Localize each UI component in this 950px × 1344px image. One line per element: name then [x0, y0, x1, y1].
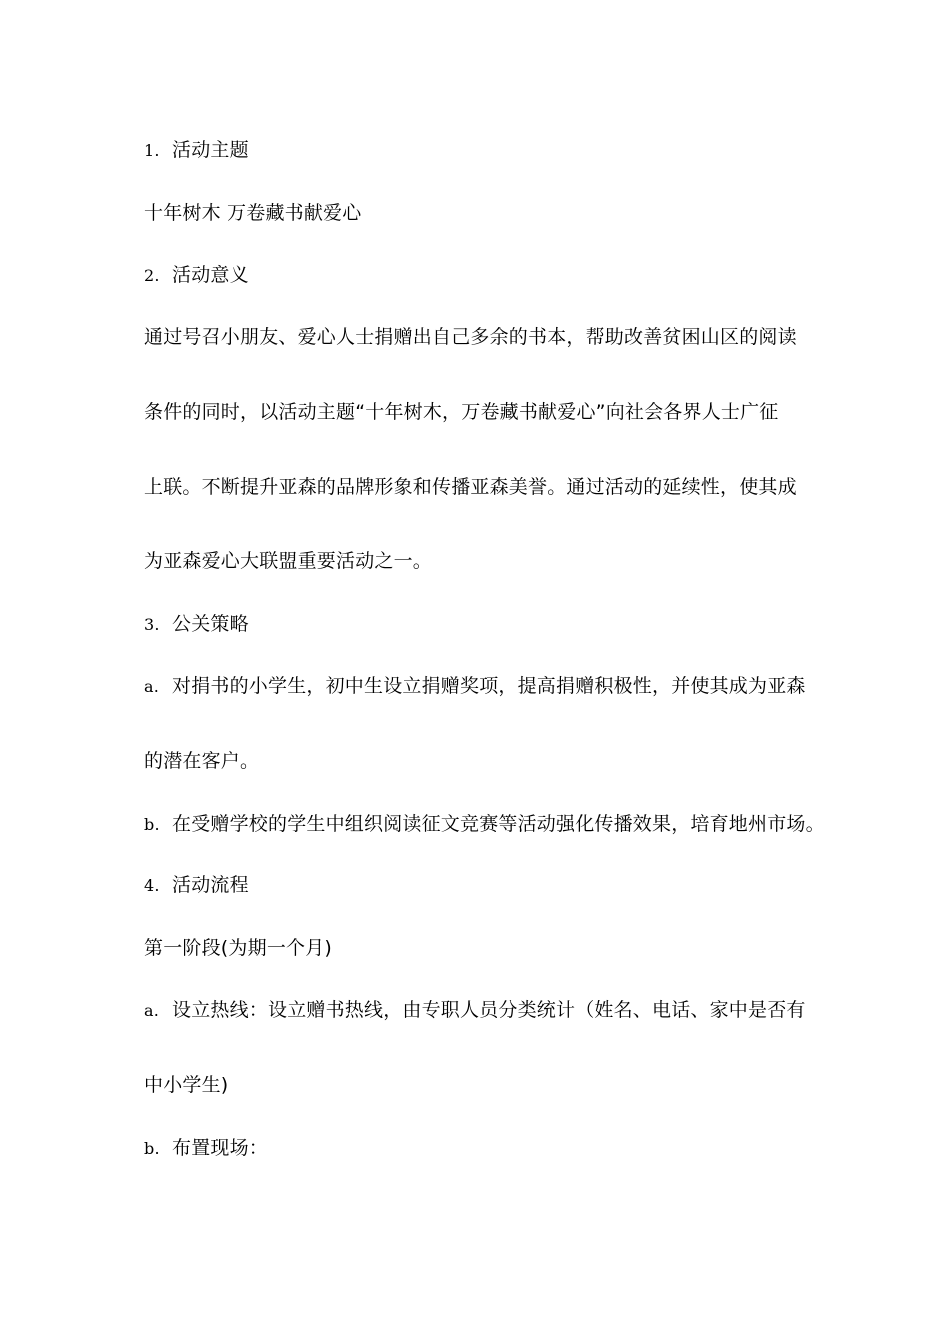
paragraph-text: 通过号召小朋友、爱心人士捐赠出自己多余的书本，帮助改善贫困山区的阅读	[144, 326, 797, 348]
significance-paragraph-line	[144, 475, 797, 499]
heading-activity-process	[144, 873, 249, 898]
significance-paragraph-line	[144, 400, 779, 424]
heading-pr-strategy	[144, 612, 249, 637]
list-marker: 4.	[144, 876, 160, 895]
list-marker: 2.	[144, 266, 160, 285]
significance-paragraph-line	[144, 549, 432, 573]
paragraph-text: 中小学生)	[144, 1074, 229, 1096]
phase-one-heading	[144, 936, 332, 960]
process-item-a	[144, 998, 806, 1023]
heading-activity-significance	[144, 263, 249, 288]
heading-activity-theme	[144, 138, 249, 163]
process-item-a-continued	[144, 1073, 228, 1097]
process-item-b	[144, 1136, 268, 1161]
paragraph-text: 第一阶段(为期一个月)	[144, 937, 333, 959]
paragraph-text: 设立热线：设立赠书热线，由专职人员分类统计（姓名、电话、家中是否有	[172, 999, 806, 1021]
strategy-item-b	[144, 812, 825, 837]
strategy-item-a	[144, 674, 806, 699]
paragraph-text: 为亚森爱心大联盟重要活动之一。	[144, 550, 433, 572]
list-marker: a.	[144, 1001, 160, 1020]
strategy-item-a-continued	[144, 749, 259, 773]
list-marker: 1.	[144, 141, 160, 160]
theme-slogan	[144, 201, 361, 225]
paragraph-text: 的潜在客户。	[144, 750, 260, 772]
paragraph-text: 条件的同时，以活动主题“十年树木，万卷藏书献爱心”向社会各界人士广征	[144, 401, 779, 423]
list-marker: 3.	[144, 615, 160, 634]
paragraph-text: 布置现场：	[172, 1137, 269, 1159]
heading-text: 活动流程	[172, 874, 249, 896]
paragraph-text: 在受赠学校的学生中组织阅读征文竞赛等活动强化传播效果，培育地州市场。	[172, 813, 825, 835]
paragraph-text: 上联。不断提升亚森的品牌形象和传播亚森美誉。通过活动的延续性，使其成	[144, 476, 797, 498]
list-marker: b.	[144, 815, 160, 834]
significance-paragraph-line	[144, 325, 797, 349]
heading-text: 公关策略	[172, 613, 249, 635]
paragraph-text: 十年树木 万卷藏书献爱心	[144, 202, 362, 224]
list-marker: a.	[144, 677, 160, 696]
paragraph-text: 对捐书的小学生，初中生设立捐赠奖项，提高捐赠积极性，并使其成为亚森	[172, 675, 806, 697]
heading-text: 活动意义	[172, 264, 249, 286]
heading-text: 活动主题	[172, 139, 249, 161]
list-marker: b.	[144, 1139, 160, 1158]
